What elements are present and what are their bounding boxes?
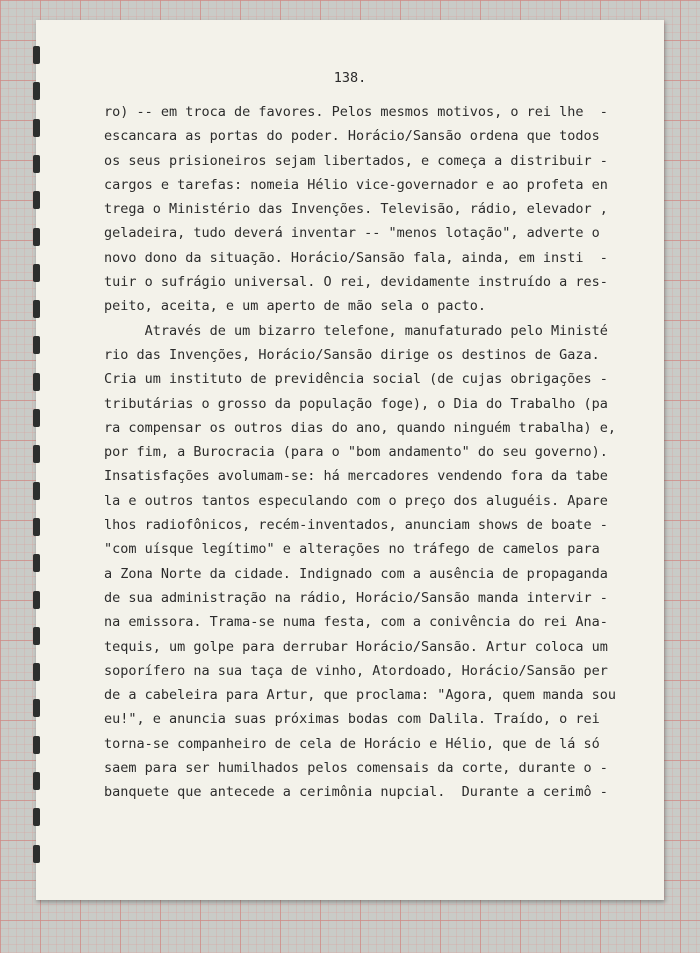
text-line: eu!", e anuncia suas próximas bodas com Dalila. Traído, o rei: [104, 711, 600, 728]
text-line: Cria um instituto de previdência social (de cujas obrigações -: [104, 371, 608, 388]
binding-hole: [33, 445, 40, 463]
binding-hole: [33, 46, 40, 64]
binding-hole: [33, 627, 40, 645]
text-line: soporífero na sua taça de vinho, Atordoado, Horácio/Sansão per: [104, 662, 608, 679]
text-line: de sua administração na rádio, Horácio/Sansão manda intervir -: [104, 589, 608, 606]
binding-hole: [33, 845, 40, 863]
text-line: tributárias o grosso da população foge), o Dia do Trabalho (pa: [104, 395, 608, 412]
page-number: 138.: [333, 70, 367, 86]
binding-hole: [33, 191, 40, 209]
text-line: de a cabeleira para Artur, que proclama: "Agora, quem manda sou: [104, 687, 617, 704]
text-line: la e outros tantos especulando com o preço dos aluguéis. Apare: [104, 492, 608, 509]
binding-hole: [33, 300, 40, 318]
binding-hole: [33, 482, 40, 500]
text-line: peito, aceita, e um aperto de mão sela o pacto.: [104, 298, 487, 315]
binding-hole: [33, 699, 40, 717]
binding-hole: [33, 409, 40, 427]
text-line: banquete que antecede a cerimônia nupcial. Durante a cerimô -: [104, 784, 608, 801]
text-line: torna-se companheiro de cela de Horácio e Hélio, que de lá só: [104, 735, 600, 752]
binding-hole: [33, 591, 40, 609]
text-line: ra compensar os outros dias do ano, quando ninguém trabalha) e,: [104, 419, 617, 436]
binding-hole: [33, 228, 40, 246]
text-line: tequis, um golpe para derrubar Horácio/Sansão. Artur coloca um: [104, 638, 608, 655]
text-line: saem para ser humilhados pelos comensais da corte, durante o -: [104, 760, 608, 777]
text-line: "com uísque legítimo" e alterações no tráfego de camelos para: [104, 541, 600, 558]
text-line: novo dono da situação. Horácio/Sansão fala, ainda, em insti -: [104, 249, 608, 266]
text-line: geladeira, tudo deverá inventar -- "menos lotação", adverte o: [104, 225, 600, 242]
binding-hole: [33, 554, 40, 572]
typewritten-page: [36, 20, 664, 900]
binding-hole: [33, 663, 40, 681]
binding-hole: [33, 82, 40, 100]
text-line: por fim, a Burocracia (para o "bom andamento" do seu governo).: [104, 444, 608, 461]
text-line: trega o Ministério das Invenções. Televisão, rádio, elevador ,: [104, 201, 608, 218]
binding-hole: [33, 373, 40, 391]
text-line: na emissora. Trama-se numa festa, com a conivência do rei Ana-: [104, 614, 608, 631]
binding-hole: [33, 155, 40, 173]
text-line: lhos radiofônicos, recém-inventados, anunciam shows de boate -: [104, 517, 608, 534]
text-line: os seus prisioneiros sejam libertados, e começa a distribuir -: [104, 152, 608, 169]
body-text: [104, 100, 644, 805]
text-line: tuir o sufrágio universal. O rei, devidamente instruído a res-: [104, 274, 608, 291]
text-line: a Zona Norte da cidade. Indignado com a ausência de propaganda: [104, 565, 608, 582]
text-line: Através de um bizarro telefone, manufaturado pelo Ministé: [104, 322, 608, 339]
binding-hole: [33, 808, 40, 826]
spiral-binding: [33, 46, 43, 876]
binding-hole: [33, 336, 40, 354]
binding-hole: [33, 736, 40, 754]
binding-hole: [33, 518, 40, 536]
text-line: cargos e tarefas: nomeia Hélio vice-governador e ao profeta en: [104, 176, 608, 193]
binding-hole: [33, 772, 40, 790]
binding-hole: [33, 264, 40, 282]
text-line: Insatisfações avolumam-se: há mercadores vendendo fora da tabe: [104, 468, 608, 485]
binding-hole: [33, 119, 40, 137]
text-line: ro) -- em troca de favores. Pelos mesmos motivos, o rei lhe -: [104, 104, 608, 120]
text-line: escancara as portas do poder. Horácio/Sansão ordena que todos: [104, 128, 600, 145]
text-line: rio das Invenções, Horácio/Sansão dirige os destinos de Gaza.: [104, 346, 600, 363]
